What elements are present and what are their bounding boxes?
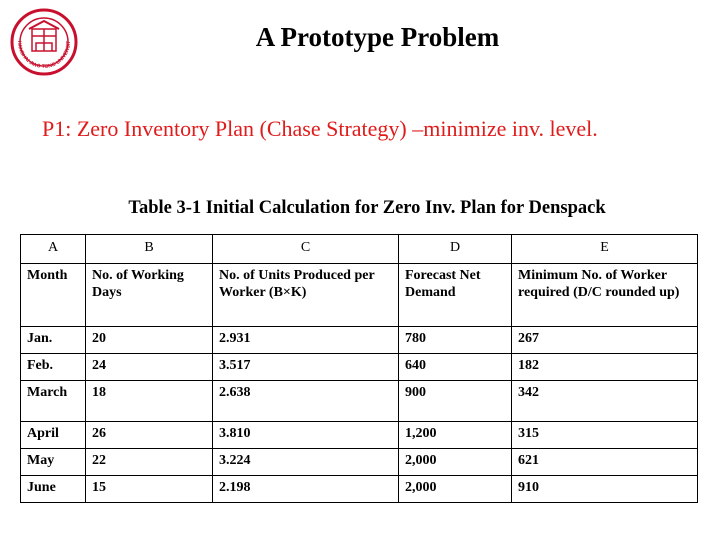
column-letter: E <box>512 235 698 264</box>
table-cell: Jan. <box>21 327 86 354</box>
calculation-table <box>20 234 698 503</box>
table-cell: 267 <box>512 327 698 354</box>
table-cell: 3.810 <box>213 422 399 449</box>
table-row <box>21 381 698 422</box>
table-cell: 910 <box>512 476 698 503</box>
table-cell: May <box>21 449 86 476</box>
table-cell: 640 <box>399 354 512 381</box>
table-cell: 2.198 <box>213 476 399 503</box>
table-cell: 1,200 <box>399 422 512 449</box>
table-cell: 24 <box>86 354 213 381</box>
column-letter: B <box>86 235 213 264</box>
column-header-row <box>21 264 698 327</box>
table-cell: 18 <box>86 381 213 422</box>
table-cell: 780 <box>399 327 512 354</box>
table-cell: 2.638 <box>213 381 399 422</box>
table-cell: 26 <box>86 422 213 449</box>
table-cell: 20 <box>86 327 213 354</box>
table-cell: March <box>21 381 86 422</box>
table-cell: Feb. <box>21 354 86 381</box>
table-cell: April <box>21 422 86 449</box>
table-cell: 342 <box>512 381 698 422</box>
table-cell: 315 <box>512 422 698 449</box>
column-letter: A <box>21 235 86 264</box>
table-cell: 3.224 <box>213 449 399 476</box>
table-row <box>21 327 698 354</box>
table-row <box>21 354 698 381</box>
column-letter: D <box>399 235 512 264</box>
table-cell: 182 <box>512 354 698 381</box>
column-header: Forecast Net Demand <box>399 264 512 327</box>
table-cell: 2,000 <box>399 476 512 503</box>
svg-text:SHANGHAI JIAO TONG UNIVERSITY: HANGHAI JIAO TONG UNIVERSIT <box>15 40 73 71</box>
column-letter: C <box>213 235 399 264</box>
table-caption: Table 3-1 Initial Calculation for Zero Inv. Plan for Denspack <box>128 198 606 218</box>
column-header: No. of Working Days <box>86 264 213 327</box>
table-cell: 2.931 <box>213 327 399 354</box>
table-cell: June <box>21 476 86 503</box>
table-cell: 2,000 <box>399 449 512 476</box>
table-row <box>21 449 698 476</box>
column-header: Minimum No. of Worker required (D/C rounded up) <box>512 264 698 327</box>
table-cell: 900 <box>399 381 512 422</box>
table-cell: 15 <box>86 476 213 503</box>
table-cell: 22 <box>86 449 213 476</box>
column-header: No. of Units Produced per Worker (B×K) <box>213 264 399 327</box>
column-letter-row <box>21 235 698 264</box>
table-row <box>21 422 698 449</box>
table-cell: 621 <box>512 449 698 476</box>
slide-subtitle: P1: Zero Inventory Plan (Chase Strategy) –minimize inv. level. <box>42 116 598 141</box>
table-row <box>21 476 698 503</box>
slide-title: A Prototype Problem <box>255 22 500 52</box>
table-cell: 3.517 <box>213 354 399 381</box>
column-header: Month <box>21 264 86 327</box>
